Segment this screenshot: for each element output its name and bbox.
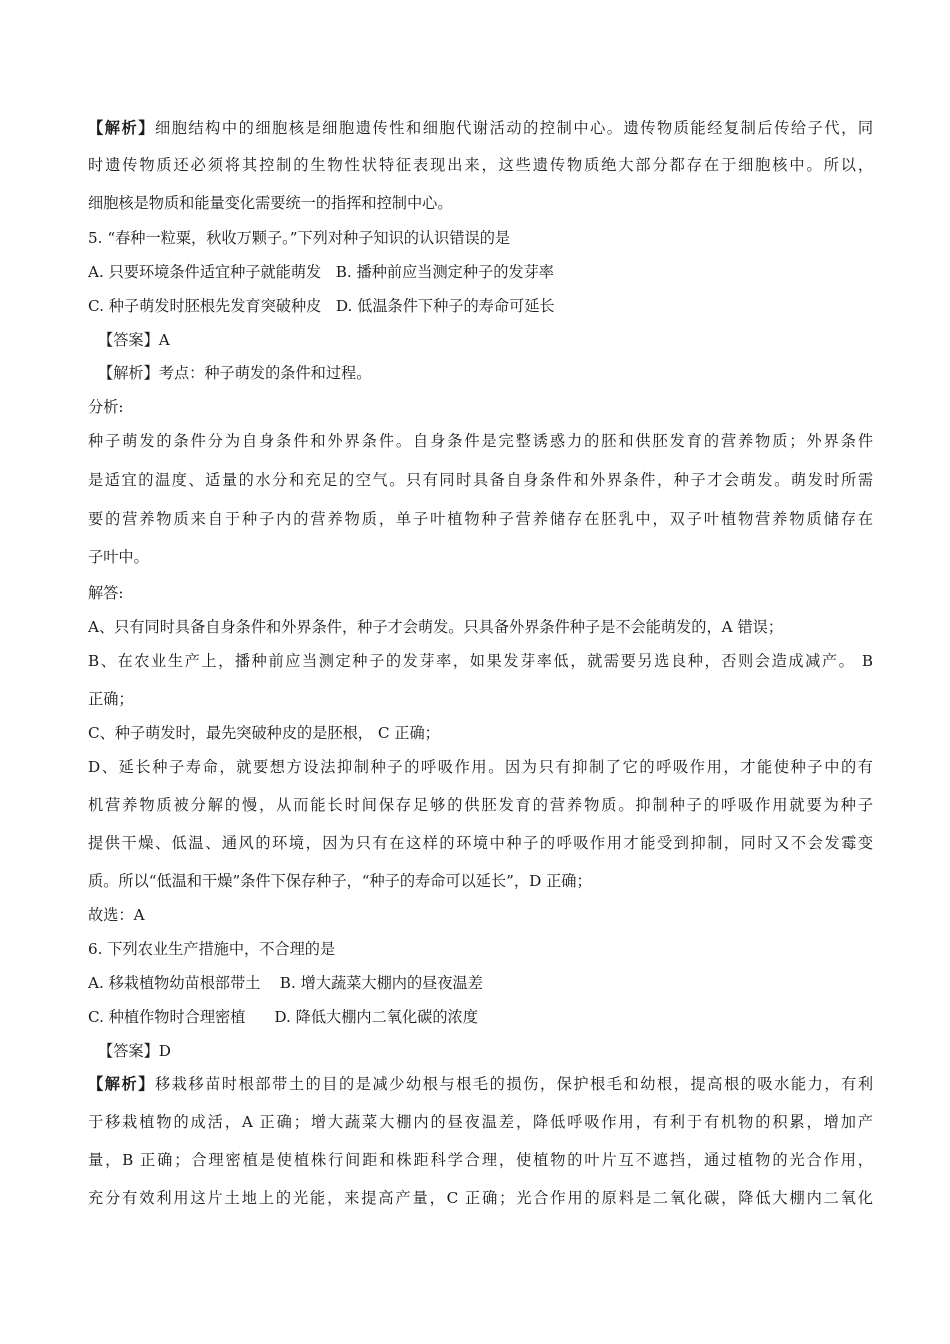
q6-analysis-text-1: 移栽移苗时根部带土的目的是减少幼根与根毛的损伤，保护根毛和幼根，提高根的吸水能力，有利 [154, 1075, 873, 1093]
q6-analysis-line-4: 充分有效利用这片土地上的光能，来提高产量，C 正确；光合作用的原料是二氧化碳，降低大棚内二氧化 [88, 1189, 873, 1207]
q5-answer: 【答案】A [98, 331, 170, 349]
analysis-label: 【解析】 [88, 119, 155, 137]
q5-jieda-d-4: 质。所以“低温和干燥”条件下保存种子，“种子的寿命可以延长”，D 正确； [88, 872, 592, 890]
q6-analysis-line-3: 量，B 正确；合理密植是使植株行间距和株距科学合理，使植物的叶片互不遮挡，通过植物的光合作用， [88, 1151, 873, 1169]
q5-jieda-b-cont: 正确； [88, 690, 134, 708]
q5-fenxi-label: 分析: [88, 398, 124, 416]
q6-stem: 6. 下列农业生产措施中，不合理的是 [88, 940, 336, 958]
q5-fenxi-line-4: 子叶中。 [88, 548, 149, 566]
q5-options-ab: A. 只要环境条件适宜种子就能萌发 B. 播种前应当测定种子的发芽率 [88, 263, 554, 281]
q5-jieda-label: 解答: [88, 584, 124, 602]
q4-analysis-text-1: 细胞结构中的细胞核是细胞遗传性和细胞代谢活动的控制中心。遗传物质能经复制后传给子代，同 [154, 119, 873, 137]
q5-analysis-head: 【解析】考点：种子萌发的条件和过程。 [98, 364, 372, 382]
q6-analysis-line-2: 于移栽植物的成活，A 正确；增大蔬菜大棚内的昼夜温差，降低呼吸作用，有利于有机物的积累，增加产 [88, 1113, 873, 1131]
q4-analysis-line-1 [88, 118, 873, 138]
q5-jieda-b: B、在农业生产上，播种前应当测定种子的发芽率，如果发芽率低，就需要另选良种，否则会造成减产。 B [88, 652, 873, 670]
q5-jieda-d-1: D、延长种子寿命，就要想方设法抑制种子的呼吸作用。因为只有抑制了它的呼吸作用，才能使种子中的有 [88, 758, 873, 776]
q6-options-cd: C. 种植作物时合理密植 D. 降低大棚内二氧化碳的浓度 [88, 1008, 478, 1026]
q6-options-ab: A. 移栽植物幼苗根部带土 B. 增大蔬菜大棚内的昼夜温差 [88, 974, 483, 992]
q5-fenxi-line-1: 种子萌发的条件分为自身条件和外界条件。自身条件是完整诱惑力的胚和供胚发育的营养物质；外界条件 [88, 432, 873, 450]
q4-analysis-line-3: 细胞核是物质和能量变化需要统一的指挥和控制中心。 [88, 194, 453, 212]
q6-analysis-line-1 [88, 1074, 873, 1094]
q5-stem: 5. “春种一粒粟，秋收万颗子。”下列对种子知识的认识错误的是 [88, 229, 511, 247]
q5-jieda-d-3: 提供干燥、低温、通风的环境，因为只有在这样的环境中种子的呼吸作用才能受到抑制，同时又不会发霉变 [88, 834, 873, 852]
analysis-label: 【解析】 [88, 1075, 155, 1093]
q4-analysis-line-2: 时遗传物质还必须将其控制的生物性状特征表现出来，这些遗传物质绝大部分都存在于细胞核中。所以， [88, 156, 873, 174]
q5-jieda-d-2: 机营养物质被分解的慢，从而能长时间保存足够的供胚发育的营养物质。抑制种子的呼吸作用就要为种子 [88, 796, 873, 814]
q5-jieda-a: A、只有同时具备自身条件和外界条件，种子才会萌发。只具备外界条件种子是不会能萌发的，A 错误； [88, 618, 784, 636]
q5-options-cd: C. 种子萌发时胚根先发育突破种皮 D. 低温条件下种子的寿命可延长 [88, 297, 555, 315]
q5-fenxi-line-2: 是适宜的温度、适量的水分和充足的空气。只有同时具备自身条件和外界条件，种子才会萌发。萌发时所需 [88, 471, 873, 489]
q6-answer: 【答案】D [98, 1042, 171, 1060]
q5-fenxi-line-3: 要的营养物质来自于种子内的营养物质，单子叶植物种子营养储存在胚乳中，双子叶植物营养物质储存在 [88, 510, 873, 528]
q5-jieda-c: C、种子萌发时，最先突破种皮的是胚根， C 正确； [88, 724, 440, 742]
q5-conclusion: 故选：A [88, 906, 145, 924]
